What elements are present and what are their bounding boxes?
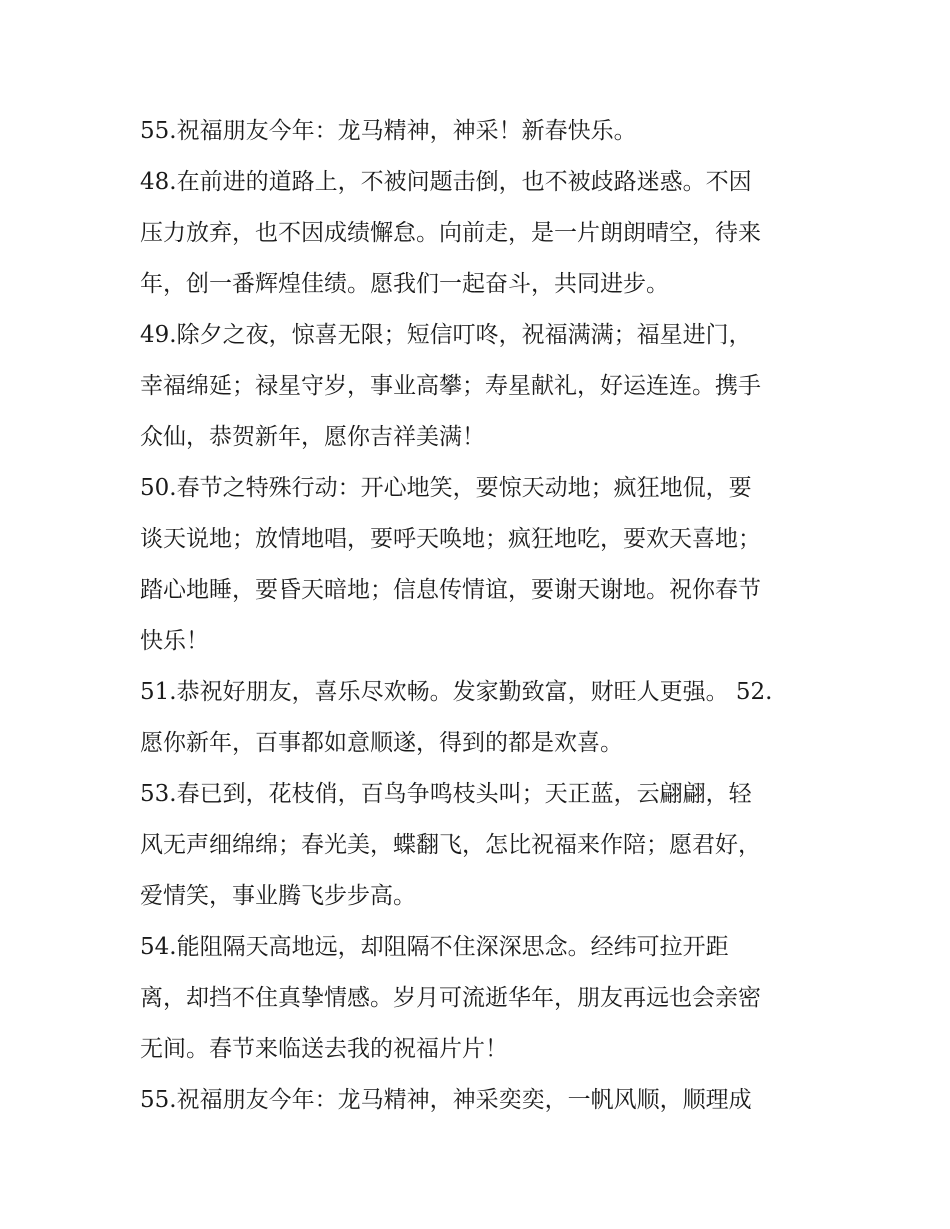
text-line: 压力放弃，也不因成绩懈怠。向前走，是一片朗朗晴空，待来 — [140, 220, 761, 246]
text-line: 愿你新年，百事都如意顺遂，得到的都是欢喜。 — [140, 730, 623, 756]
text-line: 53.春已到，花枝俏，百鸟争鸣枝头叫；天正蓝，云翩翩，轻 — [140, 781, 752, 807]
text-line: 爱情笑，事业腾飞步步高。 — [140, 883, 416, 909]
text-line: 无间。春节来临送去我的祝福片片！ — [140, 1036, 508, 1062]
text-line: 风无声细绵绵；春光美，蝶翻飞，怎比祝福来作陪；愿君好， — [140, 832, 761, 858]
text-line: 49.除夕之夜，惊喜无限；短信叮咚，祝福满满；福星进门， — [140, 322, 752, 348]
text-line: 50.春节之特殊行动：开心地笑，要惊天动地；疯狂地侃，要 — [140, 475, 752, 501]
text-line: 踏心地睡，要昏天暗地；信息传情谊，要谢天谢地。祝你春节 — [140, 577, 761, 603]
text-line: 众仙，恭贺新年，愿你吉祥美满！ — [140, 424, 485, 450]
text-line: 55.祝福朋友今年：龙马精神，神采！新春快乐。 — [140, 118, 637, 144]
text-line: 谈天说地；放情地唱，要呼天唤地；疯狂地吃，要欢天喜地； — [140, 526, 761, 552]
text-line: 55.祝福朋友今年：龙马精神，神采奕奕，一帆风顺，顺理成 — [140, 1087, 752, 1113]
text-line: 快乐！ — [140, 628, 209, 654]
text-line: 51.恭祝好朋友，喜乐尽欢畅。发家勤致富，财旺人更强。 52. — [140, 679, 773, 705]
text-line: 54.能阻隔天高地远，却阻隔不住深深思念。经纬可拉开距 — [140, 934, 729, 960]
text-line: 48.在前进的道路上，不被问题击倒，也不被歧路迷惑。不因 — [140, 169, 752, 195]
text-line: 幸福绵延；禄星守岁，事业高攀；寿星献礼，好运连连。携手 — [140, 373, 761, 399]
document-body — [140, 106, 830, 1126]
text-line: 离，却挡不住真挚情感。岁月可流逝华年，朋友再远也会亲密 — [140, 985, 761, 1011]
text-line: 年，创一番辉煌佳绩。愿我们一起奋斗，共同进步。 — [140, 271, 669, 297]
